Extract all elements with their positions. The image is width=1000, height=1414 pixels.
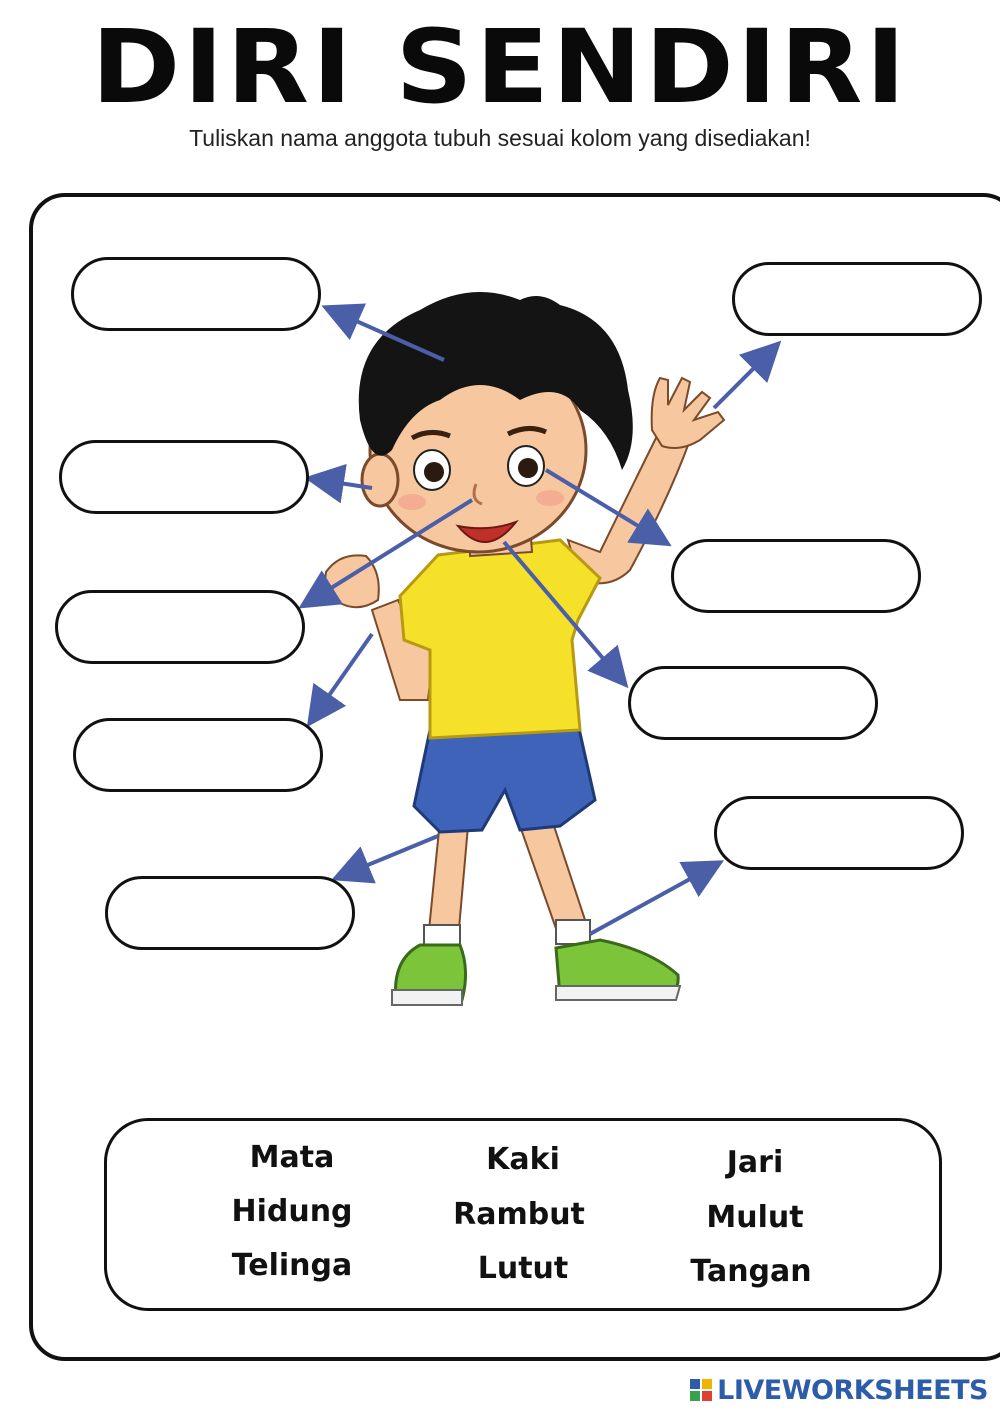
left-cheek [398,494,426,510]
shirt [400,540,600,738]
answer-box-4[interactable] [73,718,323,792]
right-pupil [518,458,538,478]
arrow-foot [590,868,710,934]
word-telinga: Telinga [231,1248,353,1283]
page-title: DIRI SENDIRI [91,8,909,127]
answer-box-7[interactable] [671,539,921,613]
instruction-text: Tuliskan nama anggota tubuh sesuai kolom yang disediakan! [189,125,811,151]
answer-box-5[interactable] [105,876,355,950]
answer-box-9[interactable] [714,796,964,870]
right-cheek [536,490,564,506]
right-shoe-sole [556,986,680,1000]
word-rambut: Rambut [453,1197,585,1232]
word-mulut: Mulut [706,1200,804,1235]
word-tangan: Tangan [690,1254,812,1289]
arrow-knee [346,836,438,874]
arrow-arm [316,634,372,714]
brand-name: LIVEWORKSHEETS [717,1374,988,1406]
answer-box-1[interactable] [71,257,321,331]
right-sock [556,920,590,944]
word-mata: Mata [249,1140,335,1175]
word-hidung: Hidung [231,1194,353,1229]
liveworksheets-logo-icon [689,1378,713,1402]
ear [362,454,398,506]
shorts [414,724,595,832]
left-pupil [424,462,444,482]
answer-box-6[interactable] [732,262,982,336]
liveworksheets-brand[interactable] [689,1372,988,1408]
word-lutut: Lutut [477,1251,569,1286]
answer-box-8[interactable] [628,666,878,740]
left-shoe-sole [392,990,462,1005]
answer-box-3[interactable] [55,590,305,664]
arrow-finger [714,352,770,408]
answer-box-2[interactable] [59,440,309,514]
waving-hand [652,378,724,448]
word-kaki: Kaki [486,1142,560,1177]
word-jari: Jari [726,1145,784,1180]
